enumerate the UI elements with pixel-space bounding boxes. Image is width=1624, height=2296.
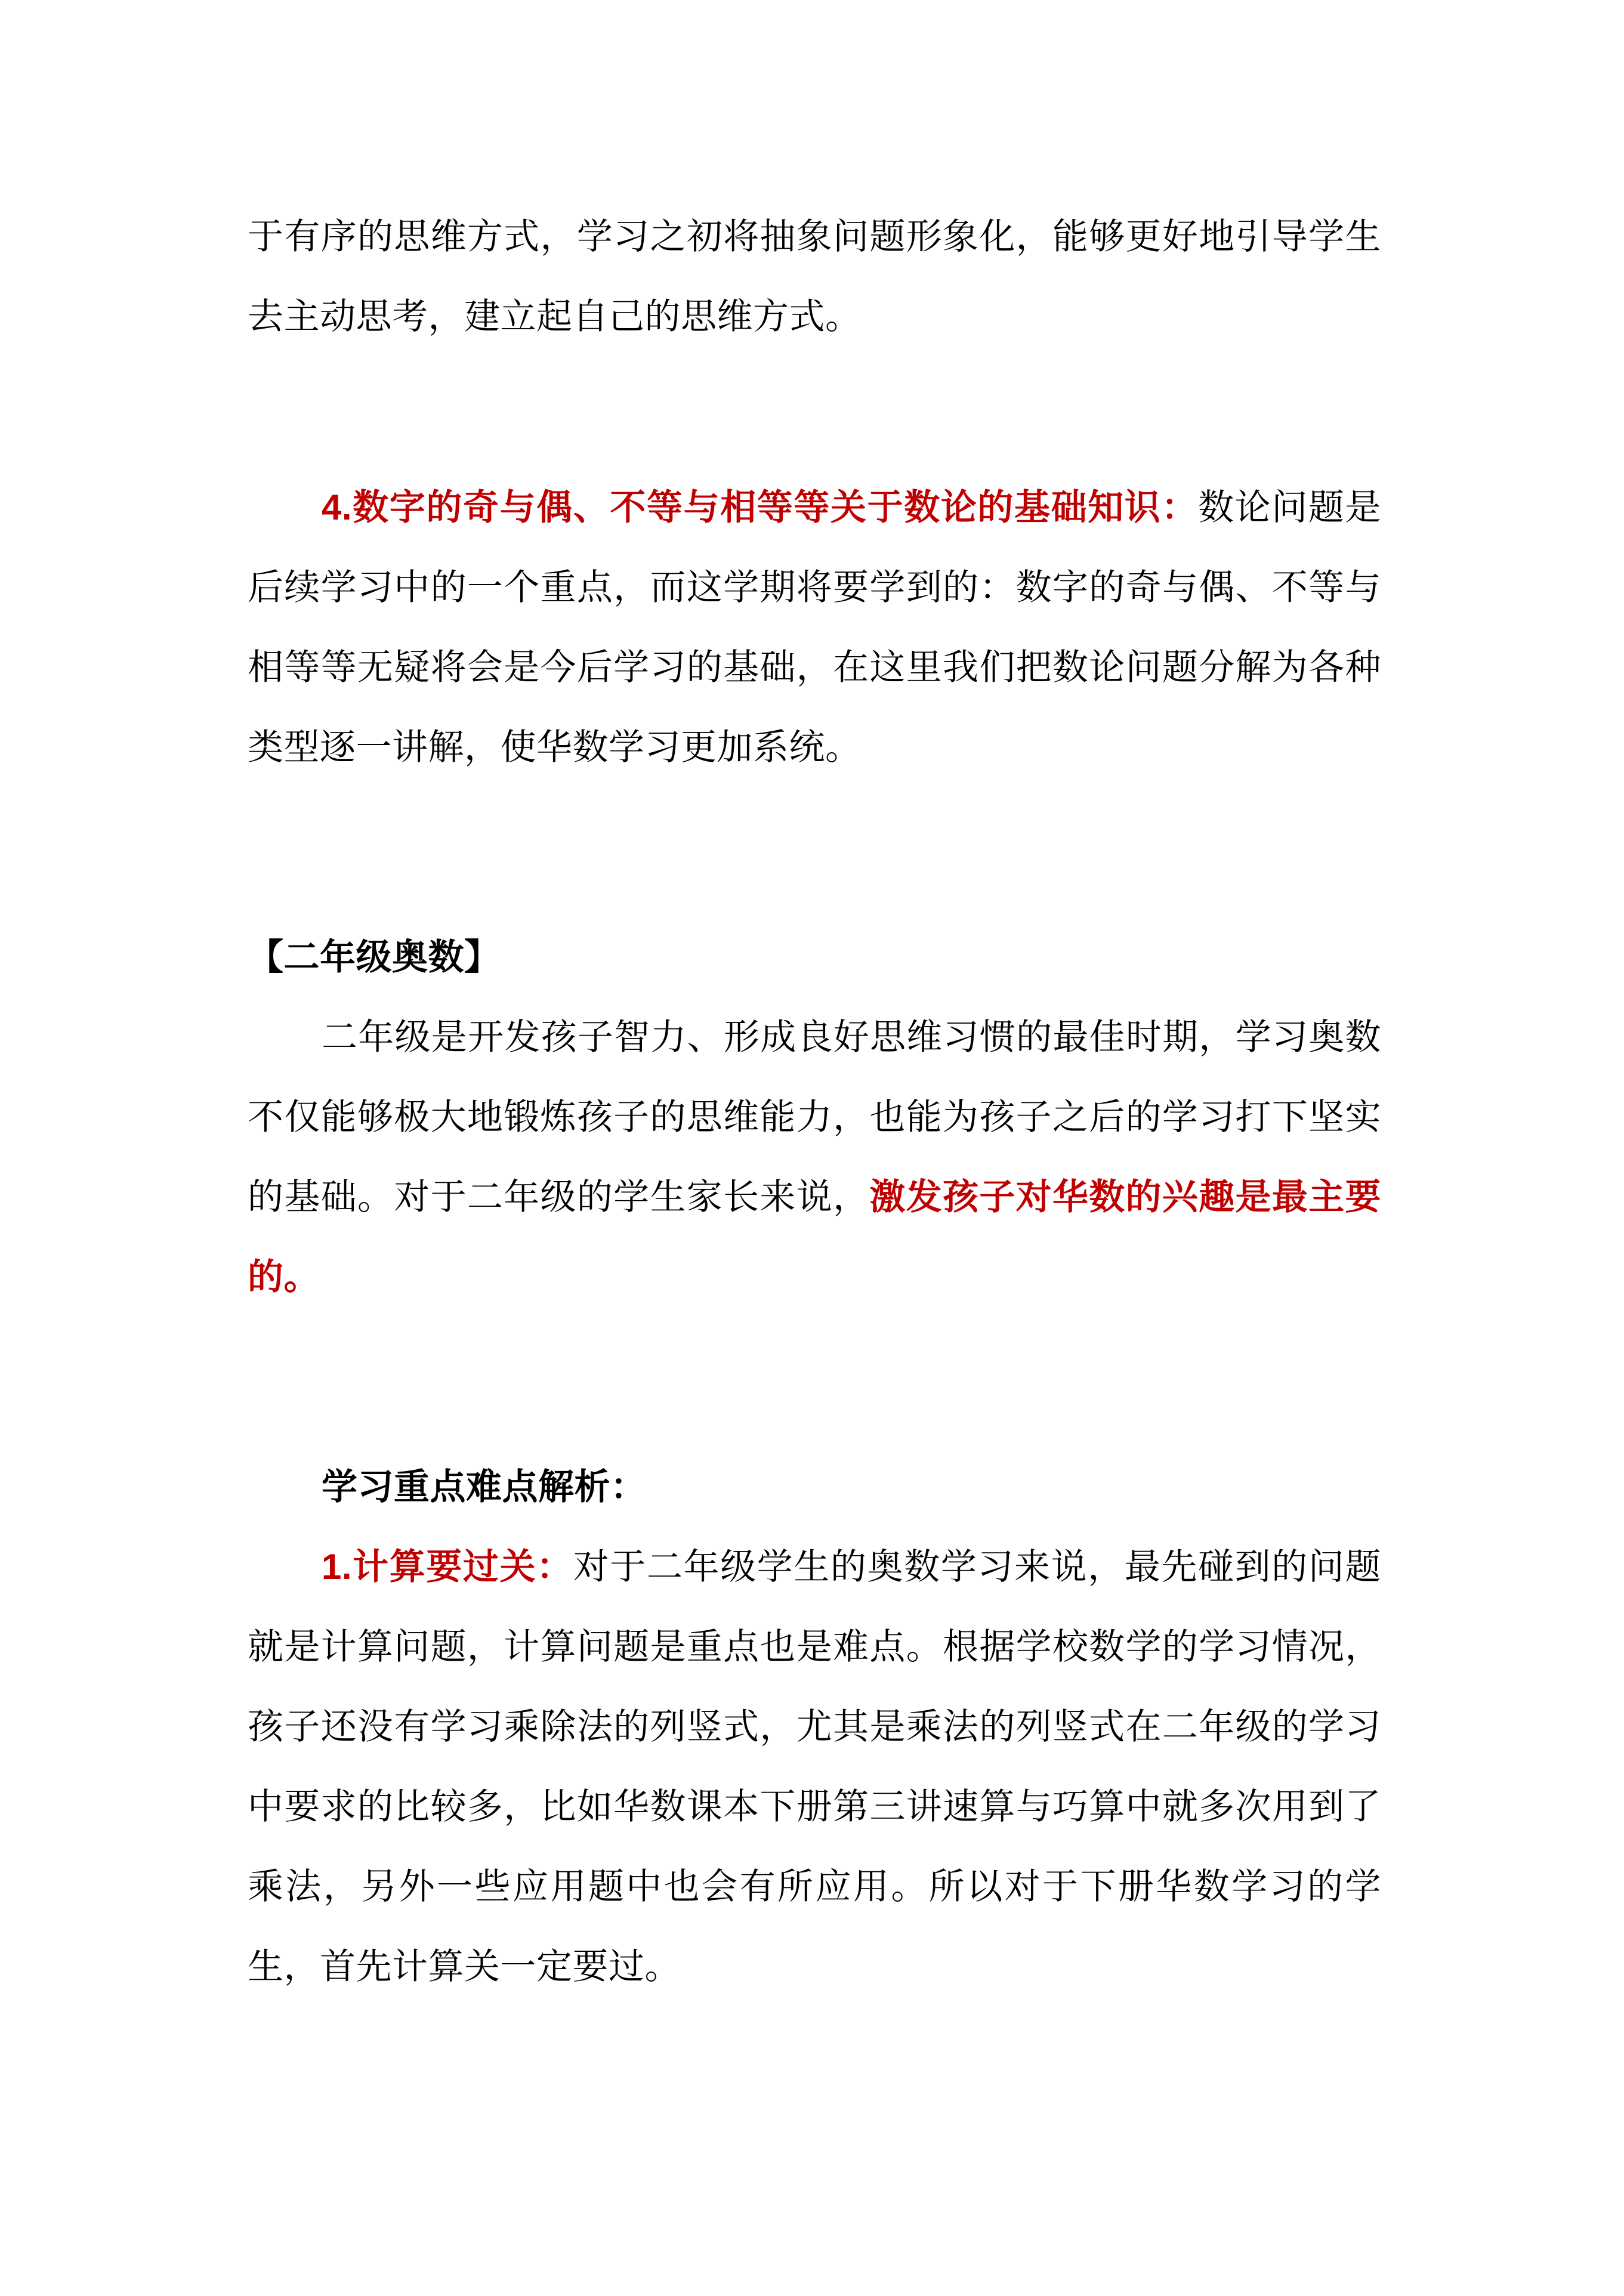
spacer-before-key-points-section xyxy=(248,1317,1381,1447)
key-points-heading: 学习重点难点解析： xyxy=(322,1467,647,1507)
section-four-heading: 4.数字的奇与偶、不等与相等等关于数论的基础知识： xyxy=(322,487,1199,527)
grade-two-intro-paragraph xyxy=(248,997,1381,1317)
section-four-body: 数论问题是后续学习中的一个重点，而这学期将要学到的：数字的奇与偶、不等与相等等无疑将会是今后学习的基础，在这里我们把数论问题分解为各种类型逐一讲解，使华数学习更加系统。 xyxy=(248,487,1381,767)
page-content xyxy=(248,197,1381,2007)
key-point-one-paragraph xyxy=(248,1527,1381,2007)
key-point-one-body: 对于二年级学生的奥数学习来说，最先碰到的问题就是计算问题，计算问题是重点也是难点。根据学校数学的学习情况，孩子还没有学习乘除法的列竖式，尤其是乘法的列竖式在二年级的学习中要求的比较多，比如华数课本下册第三讲速算与巧算中就多次用到了乘法，另外一些应用题中也会有所应用。所以对于下册华数学习的学生，首先计算关一定要过。 xyxy=(248,1547,1381,1986)
key-point-one-label: 1.计算要过关： xyxy=(322,1547,573,1587)
spacer-after-continued-paragraph xyxy=(248,357,1381,468)
continued-paragraph: 于有序的思维方式，学习之初将抽象问题形象化，能够更好地引导学生去主动思考，建立起自己的思维方式。 xyxy=(248,217,1381,336)
grade-two-section-heading: 【二年级奥数】 xyxy=(248,937,501,977)
grade-two-intro-highlight: 激发孩子对华数的兴趣是最主要的。 xyxy=(248,1177,1382,1297)
grade-two-intro-text: 二年级是开发孩子智力、形成良好思维习惯的最佳时期，学习奥数不仅能够极大地锻炼孩子的思维能力，也能为孩子之后的学习打下坚实的基础。对于二年级的学生家长来说， xyxy=(248,1017,1381,1217)
spacer-before-grade-two-section xyxy=(248,787,1381,917)
section-four-paragraph xyxy=(248,468,1381,787)
